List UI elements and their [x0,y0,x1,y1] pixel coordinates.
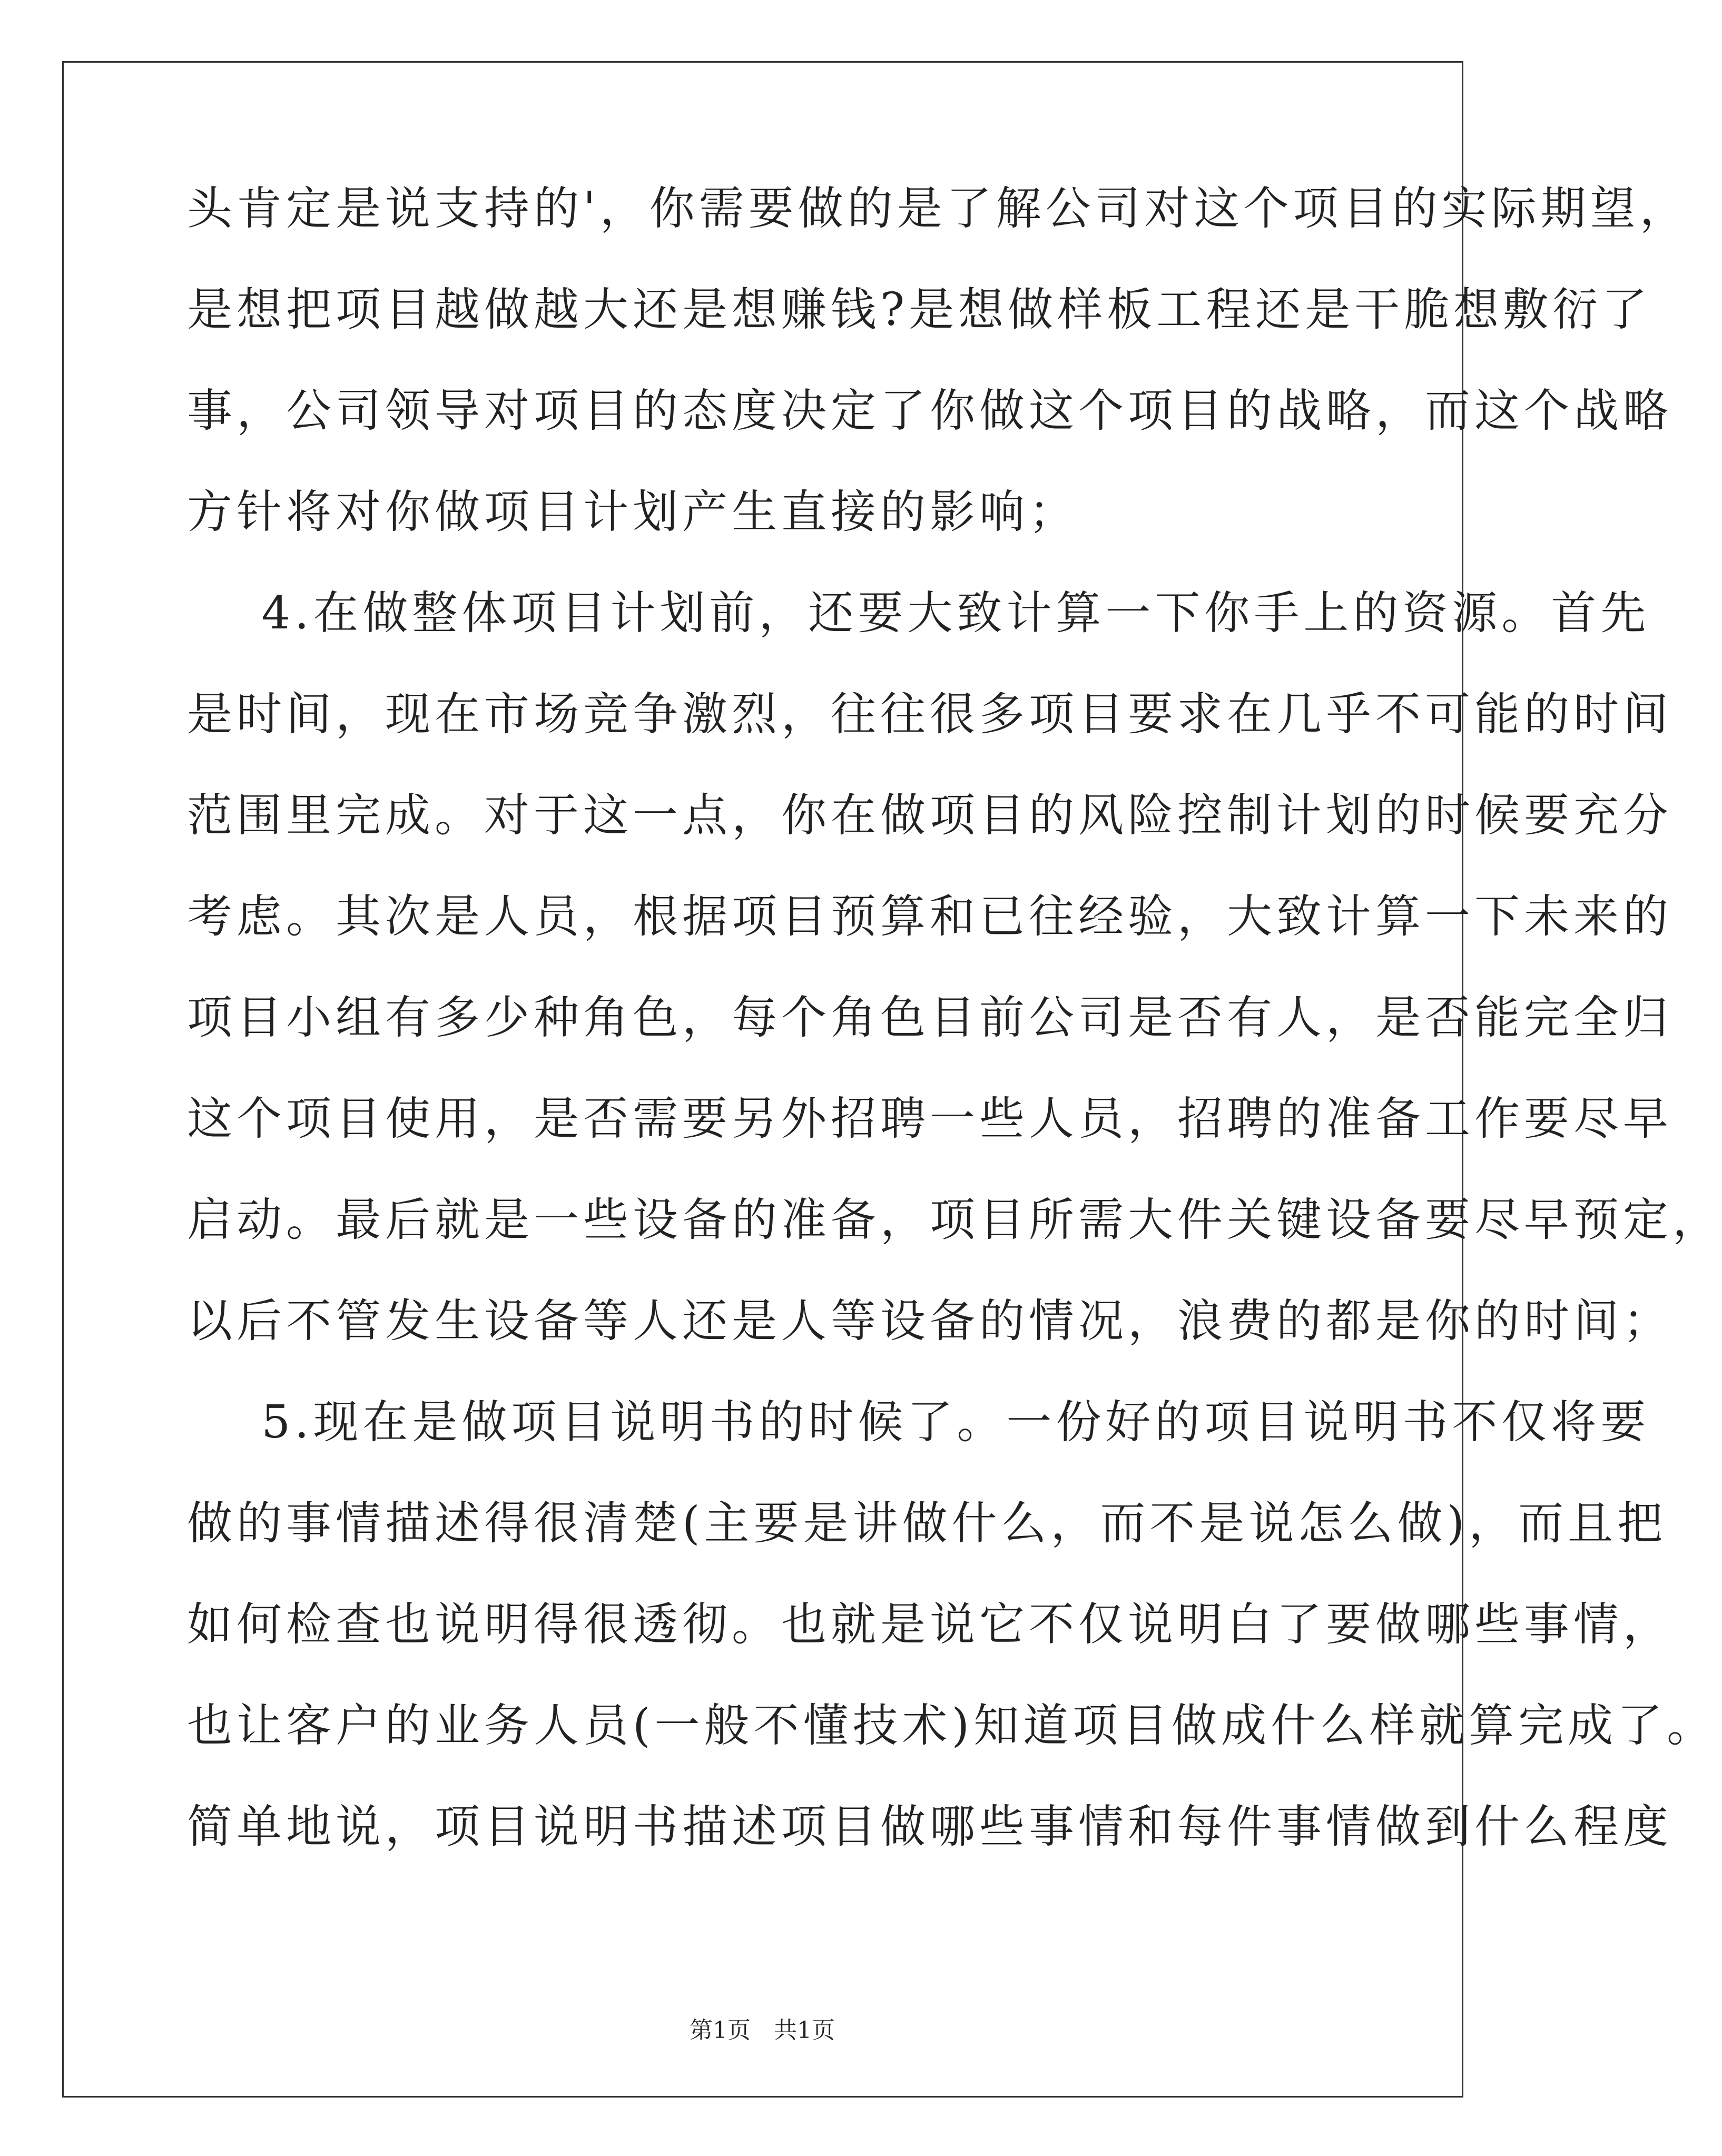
text-line: 4.在做整体项目计划前，还要大致计算一下你手上的资源。首先 [187,587,1650,639]
text-line: 这个项目使用，是否需要另外招聘一些人员，招聘的准备工作要尽早 [187,1092,1672,1145]
text-line: 方针将对你做项目计划产生直接的影响； [187,486,1078,538]
page-number-footer: 第1页 共1页 [690,2017,835,2044]
page-border [62,61,1463,2098]
text-line: 如何检查也说明得很透彻。也就是说它不仅说明白了要做哪些事情， [187,1598,1672,1651]
text-line: 范围里完成。对于这一点，你在做项目的风险控制计划的时候要充分 [187,789,1672,842]
text-line: 简单地说，项目说明书描述项目做哪些事情和每件事情做到什么程度 [187,1800,1672,1853]
text-line: 头肯定是说支持的'，你需要做的是了解公司对这个项目的实际期望， [187,182,1689,235]
text-line: 5.现在是做项目说明书的时候了。一份好的项目说明书不仅将要 [187,1396,1650,1449]
text-line: 启动。最后就是一些设备的准备，项目所需大件关键设备要尽早预定， [187,1194,1722,1246]
text-line: 项目小组有多少种角色，每个角色目前公司是否有人，是否能完全归 [187,991,1672,1044]
text-line: 做的事情描述得很清楚(主要是讲做什么，而不是说怎么做)，而且把 [187,1497,1667,1550]
text-line: 是想把项目越做越大还是想赚钱?是想做样板工程还是干脆想敷衍了 [187,283,1652,336]
text-line: 是时间，现在市场竞争激烈，往往很多项目要求在几乎不可能的时间 [187,688,1672,741]
text-line: 考虑。其次是人员，根据项目预算和已往经验，大致计算一下未来的 [187,890,1672,943]
text-line: 事，公司领导对项目的态度决定了你做这个项目的战略，而这个战略 [187,385,1672,437]
text-line: 也让客户的业务人员(一般不懂技术)知道项目做成什么样就算完成了。 [187,1699,1717,1752]
text-line: 以后不管发生设备等人还是人等设备的情况，浪费的都是你的时间； [187,1295,1672,1347]
